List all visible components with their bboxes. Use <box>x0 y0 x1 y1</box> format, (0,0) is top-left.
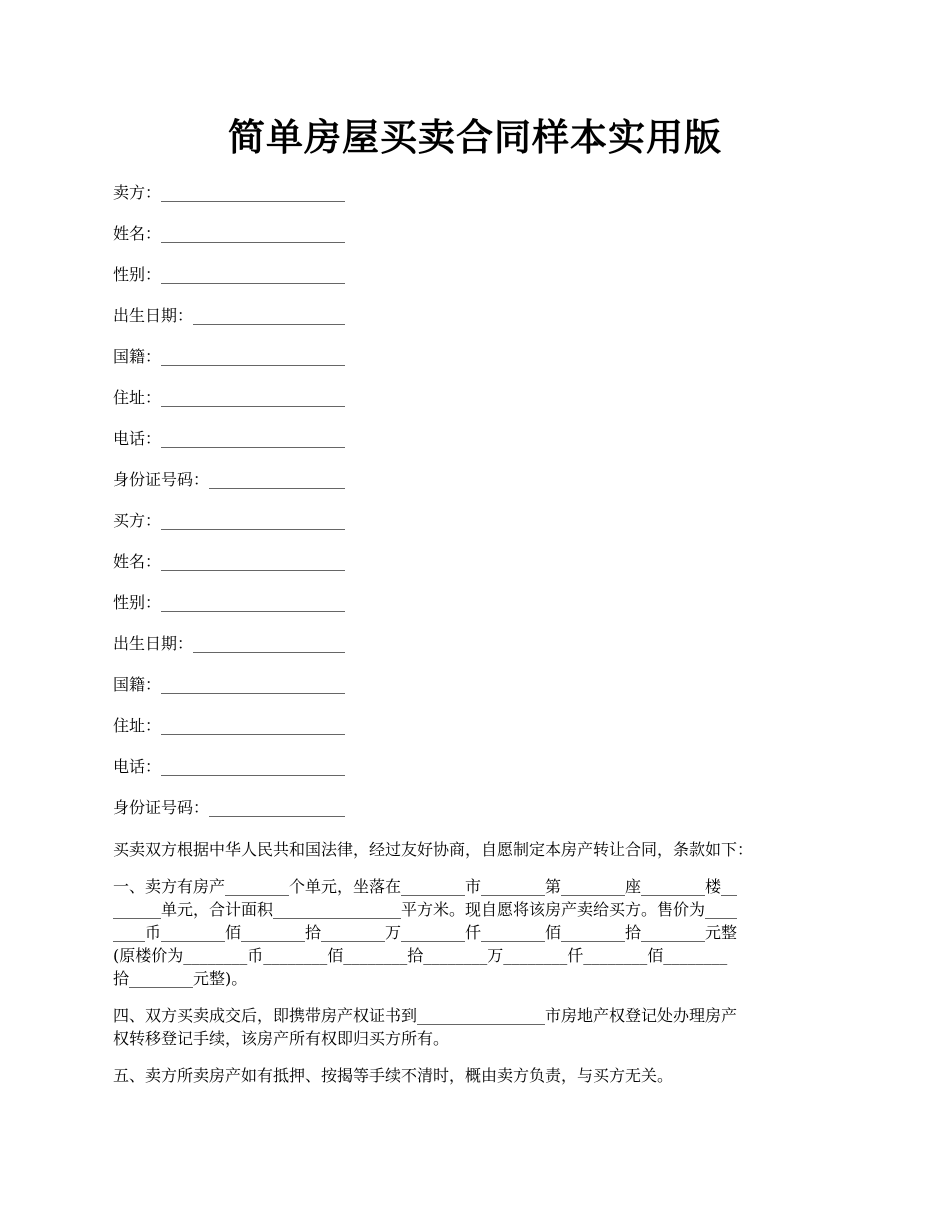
clause-one-paragraph: 一、卖方有房产________个单元，坐落在________市________第________座________楼__ ______单元，合计面积________________平方米。现自愿将该房产卖给买方。售价为____ ____币________佰________拾________万________仟________佰________拾________元整 (原楼价为________币________佰________拾________万________仟________佰________ 拾________元整)。 <box>113 877 738 988</box>
contract-intro-paragraph: 买卖双方根据中华人民共和国法律，经过友好协商，自愿制定本房产转让合同，条款如下： <box>113 840 754 859</box>
seller-name-field: 姓名：_______________________ <box>113 224 346 243</box>
seller-id-field: 身份证号码：_________________ <box>113 470 346 489</box>
buyer-birthdate-field: 出生日期：___________________ <box>113 634 346 653</box>
buyer-address-field: 住址：_______________________ <box>113 716 346 735</box>
buyer-id-field: 身份证号码：_________________ <box>113 798 346 817</box>
seller-label: 卖方：_______________________ <box>113 183 346 202</box>
seller-phone-field: 电话：_______________________ <box>113 429 346 448</box>
buyer-name-field: 姓名：_______________________ <box>113 552 346 571</box>
document-title: 简单房屋买卖合同样本实用版 <box>228 116 722 159</box>
party-info-fields <box>113 178 853 834</box>
buyer-label: 买方：_______________________ <box>113 511 346 530</box>
clause-four-paragraph: 四、双方买卖成交后，即携带房产权证书到________________市房地产权登记处办理房产 权转移登记手续，该房产所有权即归买方所有。 <box>113 1006 738 1048</box>
clause-five-paragraph: 五、卖方所卖房产如有抵押、按揭等手续不清时，概由卖方负责，与买方无关。 <box>113 1066 674 1085</box>
seller-address-field: 住址：_______________________ <box>113 388 346 407</box>
buyer-nationality-field: 国籍：_______________________ <box>113 675 346 694</box>
contract-body <box>113 838 853 1101</box>
seller-gender-field: 性别：_______________________ <box>113 265 346 284</box>
buyer-phone-field: 电话：_______________________ <box>113 757 346 776</box>
seller-nationality-field: 国籍：_______________________ <box>113 347 346 366</box>
seller-birthdate-field: 出生日期：___________________ <box>113 306 346 325</box>
buyer-gender-field: 性别：_______________________ <box>113 593 346 612</box>
